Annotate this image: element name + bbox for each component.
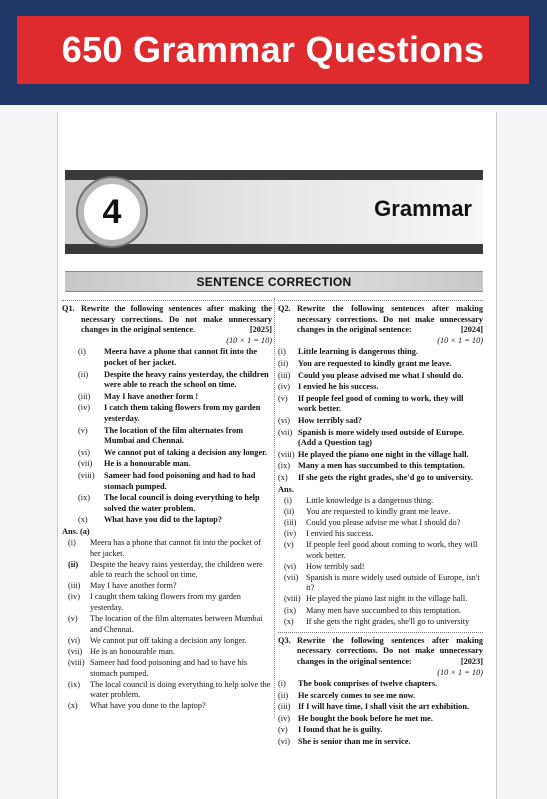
answer-item-number: (ix) xyxy=(284,605,296,615)
question-item-number: (vi) xyxy=(78,447,90,457)
question-item-text: Little learning is dangerous thing. xyxy=(298,347,418,357)
answer-item-text: He is an honourable man. xyxy=(90,646,176,656)
answer-item-number: (v) xyxy=(284,539,294,549)
question-item-number: (ix) xyxy=(278,461,290,471)
question-item-number: (vi) xyxy=(278,737,290,747)
question-number: Q3. xyxy=(278,635,291,645)
question-item-text: Meera have a phone that cannot fit into the pocket of her jacket. xyxy=(104,347,258,367)
answer-item-text: Spanish is more widely used outside of Europe, isn't it? xyxy=(306,572,480,593)
question-1-items xyxy=(62,347,272,526)
answer-item-number: (iv) xyxy=(68,592,80,602)
answer-item-number: (vii) xyxy=(284,572,299,582)
question-item-number: (x) xyxy=(278,472,288,482)
answer-item xyxy=(278,496,483,507)
answer-item xyxy=(278,562,483,573)
question-text xyxy=(297,636,483,668)
answer-item-number: (viii) xyxy=(68,658,85,667)
answer-item xyxy=(62,680,272,701)
question-item xyxy=(278,450,483,461)
answer-item xyxy=(278,529,483,540)
question-item-number: (i) xyxy=(278,679,286,689)
dotted-rule xyxy=(62,300,272,301)
answer-item-text: I caught them taking flowers from my garden yesterday. xyxy=(90,592,241,613)
answer-item xyxy=(62,647,272,658)
question-instruction: Rewrite the following sentences after making necessary corrections. Do not make unnecessary changes in the original sentence: xyxy=(297,635,483,666)
question-item xyxy=(278,714,483,725)
question-item-text: May I have another form ! xyxy=(104,391,199,401)
answer-item-number: (ix) xyxy=(68,679,80,689)
answer-item-number: (x) xyxy=(284,616,294,626)
question-item-text: I envied he his success. xyxy=(298,382,379,392)
answer-item-text: The local council is doing everything to help solve the water problem. xyxy=(90,679,271,700)
answer-item xyxy=(278,573,483,594)
right-column xyxy=(278,300,483,749)
question-item-number: (ii) xyxy=(278,690,289,700)
question-item-number: (iv) xyxy=(78,403,90,413)
question-item-number: (v) xyxy=(278,725,288,735)
question-item xyxy=(278,428,483,449)
question-marks: (10 × 1 = 10) xyxy=(437,667,483,677)
question-item-number: (vii) xyxy=(278,427,293,437)
question-item-number: (i) xyxy=(78,347,86,357)
question-instruction: Rewrite the following sentences after making the necessary corrections. Do not make unnecessary changes in the original sentence. xyxy=(81,304,272,335)
answer-item xyxy=(62,658,272,679)
title-banner xyxy=(17,16,529,84)
question-item xyxy=(278,691,483,702)
question-item-number: (iii) xyxy=(278,702,291,712)
question-item-text: What have you did to the laptop? xyxy=(104,515,223,525)
question-item xyxy=(278,394,483,415)
question-item xyxy=(278,347,483,358)
question-item-number: (iv) xyxy=(278,713,290,723)
question-2-items xyxy=(278,347,483,483)
answer-item-text: How terribly sad! xyxy=(306,561,365,571)
question-item-number: (v) xyxy=(278,393,288,403)
answer-item xyxy=(278,617,483,628)
question-item-number: (iii) xyxy=(278,370,291,380)
answer-item xyxy=(62,538,272,559)
question-3-items xyxy=(278,679,483,748)
dotted-rule xyxy=(278,300,483,301)
answer-item xyxy=(278,540,483,561)
answer-item-number: (i) xyxy=(68,537,76,547)
question-3-heading xyxy=(278,636,483,668)
question-item xyxy=(278,725,483,736)
answer-item-text: Many men have succumbed to this temptation. xyxy=(306,605,462,615)
answer-item xyxy=(62,581,272,592)
column-divider xyxy=(274,298,275,718)
answer-item xyxy=(278,606,483,617)
question-item xyxy=(62,403,272,424)
banner-title: 650 Grammar Questions xyxy=(61,29,485,70)
question-instruction: Rewrite the following sentences after making necessary corrections. Do not make unnecessary changes in the original sentence: xyxy=(297,304,483,335)
answer-item xyxy=(62,560,272,581)
question-item xyxy=(278,359,483,370)
question-item xyxy=(62,515,272,526)
question-item xyxy=(62,392,272,403)
question-1-answers xyxy=(62,538,272,712)
answer-item xyxy=(62,636,272,647)
question-item-text: If she gets the right grades, she'd go to university. xyxy=(298,472,473,482)
question-item-number: (viii) xyxy=(78,470,95,480)
answer-item-number: (i) xyxy=(284,495,292,505)
answer-item-number: (iii) xyxy=(68,581,81,591)
answer-item-text: Little knowledge is a dangerous thing. xyxy=(306,495,434,505)
question-item-text: How terribly sad? xyxy=(298,415,363,425)
answer-item-text: I envied his success. xyxy=(306,528,374,538)
answer-item xyxy=(62,592,272,613)
answer-item xyxy=(278,507,483,518)
question-item-number: (vi) xyxy=(278,415,290,425)
question-item-text: He scarcely comes to see me now. xyxy=(298,690,416,700)
question-item-text: If people feel good of coming to work, they will work better. xyxy=(298,393,464,414)
question-item-number: (x) xyxy=(78,515,88,525)
question-item xyxy=(62,471,272,492)
question-item-number: (iv) xyxy=(278,382,290,392)
question-item-number: (ix) xyxy=(78,493,90,503)
question-item xyxy=(278,461,483,472)
question-item-text: Could you please advised me what I should do. xyxy=(298,370,464,380)
question-number: Q2. xyxy=(278,304,291,313)
question-year: [2024] xyxy=(460,325,483,335)
question-item-text: He is a honourable man. xyxy=(104,459,191,469)
dotted-rule xyxy=(278,632,483,633)
answer-item-text: You are requested to kindly grant me leave. xyxy=(306,506,451,516)
chapter-number: 4 xyxy=(102,192,122,231)
left-column xyxy=(62,300,272,712)
question-item xyxy=(278,679,483,690)
answer-item-number: (vi) xyxy=(284,561,296,571)
question-item xyxy=(62,370,272,391)
question-item xyxy=(62,448,272,459)
question-item-text: Sameer had food poisoning and had to had stomach pumped. xyxy=(104,470,256,491)
answer-item xyxy=(278,518,483,529)
question-2-heading xyxy=(278,304,483,336)
answer-item-text: The location of the film alternates between Mumbai and Chennai. xyxy=(90,614,263,634)
question-item-text: If I will have time, I shall visit the art exhibition. xyxy=(298,702,470,712)
question-2-answers xyxy=(278,496,483,628)
question-item xyxy=(278,382,483,393)
answer-item-number: (vii) xyxy=(68,646,83,656)
question-number: Q1. xyxy=(62,304,75,313)
answer-item-number: (ii) xyxy=(68,559,79,569)
answer-item-text: If people feel good about coming to work, they will work better. xyxy=(306,539,478,560)
question-item-text: He played the piano one night in the village hall. xyxy=(298,449,469,459)
question-item-text: The location of the film alternates from Mumbai and Chennai. xyxy=(104,425,244,446)
answer-item-number: (iii) xyxy=(284,517,297,527)
question-1-heading xyxy=(62,304,272,336)
question-item-number: (vii) xyxy=(78,459,93,469)
question-item-text: We cannot put of taking a decision any longer. xyxy=(104,447,268,457)
question-year: [2023] xyxy=(460,656,483,666)
question-item xyxy=(278,473,483,484)
question-item-text: You are requested to kindly grant me leave. xyxy=(298,358,452,368)
answer-item-number: (ii) xyxy=(284,506,295,516)
answer-item-text: Despite the heavy rains yesterday, the children were able to reach the school on time. xyxy=(90,559,263,580)
question-item xyxy=(278,737,483,748)
question-item xyxy=(278,416,483,427)
chapter-number-badge xyxy=(78,178,146,246)
question-item xyxy=(62,347,272,368)
question-item-text: He bought the book before he met me. xyxy=(298,713,433,723)
question-item-text: She is senior than me in service. xyxy=(298,737,411,747)
question-marks: (10 × 1 = 10) xyxy=(437,335,483,345)
section-title: SENTENCE CORRECTION xyxy=(196,274,352,289)
question-text xyxy=(297,304,483,336)
answer-item-text: If she gets the right grades, she'll go to university xyxy=(306,616,470,626)
question-text xyxy=(81,304,272,336)
question-item xyxy=(278,371,483,382)
question-item-number: (viii) xyxy=(278,449,295,459)
chapter-header-top-rule xyxy=(65,170,483,180)
question-item-text: Many a men has succumbed to this temptation. xyxy=(298,461,465,471)
question-item-number: (v) xyxy=(78,425,88,435)
answer-item xyxy=(62,614,272,635)
answer-item-text: Could you please advise me what I should do? xyxy=(306,517,461,527)
question-item xyxy=(62,459,272,470)
chapter-header-bottom-rule xyxy=(65,244,483,254)
answer-item-text: What have you done to the laptop? xyxy=(90,701,206,711)
question-item-text: Despite the heavy rains yesterday, the children were able to reach the school on time. xyxy=(104,369,269,390)
question-item-text: Spanish is more widely used outside of Europe. (Add a Question tag) xyxy=(298,427,465,448)
answer-item xyxy=(278,594,483,605)
answer-item-text: We cannot put off taking a decision any longer. xyxy=(90,635,247,645)
answer-item-number: (vi) xyxy=(68,635,80,645)
question-year: [2025] xyxy=(249,325,272,335)
answer-label: Ans. (a) xyxy=(62,526,90,536)
question-item xyxy=(62,493,272,514)
question-item-text: The local council is doing everything to help solved the water problem. xyxy=(104,493,260,513)
answer-item-text: Sameer had food poisoning and had to have his stomach pumped. xyxy=(90,658,248,678)
answer-item-number: (iv) xyxy=(284,528,296,538)
question-marks: (10 × 1 = 10) xyxy=(226,335,272,345)
answer-label: Ans. xyxy=(278,484,294,494)
answer-item-number: (x) xyxy=(68,701,78,711)
question-item-number: (ii) xyxy=(78,369,89,379)
chapter-title: Grammar xyxy=(374,196,472,221)
question-item-number: (iii) xyxy=(78,391,91,401)
answer-item-text: Meera has a phone that cannot fit into the pocket of her jacket. xyxy=(90,537,261,558)
answer-item xyxy=(62,701,272,712)
question-item xyxy=(62,426,272,447)
question-item-text: The book comprises of twelve chapters. xyxy=(298,679,438,689)
question-item-text: I catch them taking flowers from my garden yesterday. xyxy=(104,403,261,423)
question-item-number: (ii) xyxy=(278,358,289,368)
answer-item-text: He played the piano last night in the village hall. xyxy=(306,594,468,604)
answer-item-number: (viii) xyxy=(284,594,301,604)
section-header xyxy=(65,271,483,292)
question-item-text: I found that he is guilty. xyxy=(298,725,383,735)
answer-item-number: (v) xyxy=(68,614,78,624)
question-item-number: (i) xyxy=(278,347,286,357)
question-item xyxy=(278,702,483,713)
answer-item-text: May I have another form? xyxy=(90,581,177,591)
